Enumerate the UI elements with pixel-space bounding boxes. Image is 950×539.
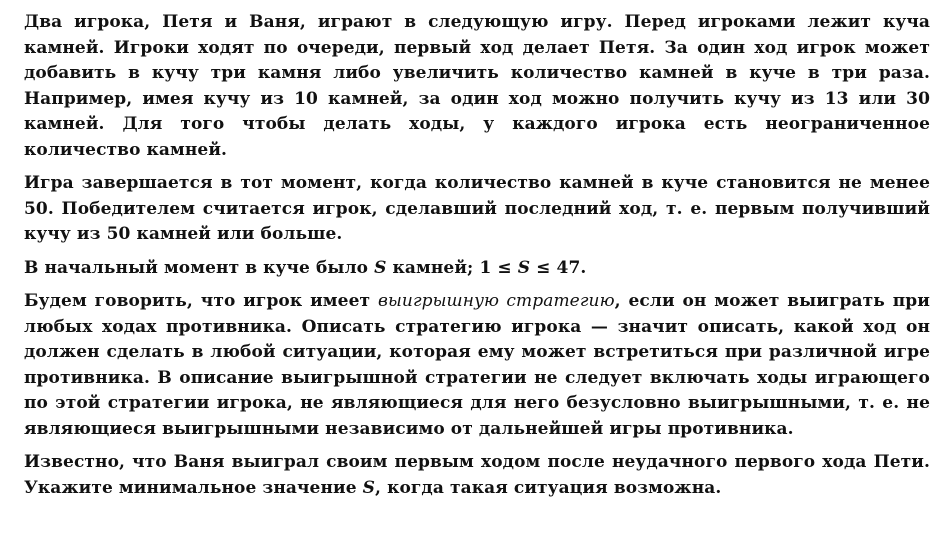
variable-s: S xyxy=(374,257,387,278)
text-segment: В начальный момент в куче было xyxy=(24,257,375,278)
text-segment: камней; 1 ≤ xyxy=(386,257,518,278)
text-segment: , когда такая ситуация возможна. xyxy=(375,477,722,498)
text-segment: Известно, что Ваня выиграл своим первым ходом после неудачного первого хода Пети. Укажите минимальное значение xyxy=(24,452,930,498)
text-segment: Будем говорить, что игрок имеет xyxy=(24,291,378,311)
text-segment: камня либо увеличить количество камней в куче в xyxy=(246,63,832,83)
term-winning-strategy: выигрышную стратегию xyxy=(377,291,615,311)
paragraph-initial-state xyxy=(24,256,930,282)
emphasis-three-times: три раза xyxy=(831,63,924,83)
paragraph-question xyxy=(24,450,930,501)
paragraph-game-end: Игра завершается в тот момент, когда количество камней в куче становится не менее 50. Победителем считается игрок, сделавший последний ход, т. е. первым получивший кучу из 50 камней или больше. xyxy=(24,173,930,244)
text-segment: включать ходы играющего по этой стратегии игрока, не являющиеся для него безусловно выигрышными, т. е. не являющиеся выигрышными независимо от дальнейшей игры противника. xyxy=(24,367,930,439)
text-segment: ≤ 47. xyxy=(530,257,587,278)
emphasis-three: три xyxy=(210,63,246,83)
paragraph-game-rules xyxy=(24,10,930,163)
variable-s: S xyxy=(362,477,376,498)
paragraph-strategy-definition xyxy=(24,289,930,442)
text-segment: , если он может выиграть при любых ходах противника. Описать стратегию игрока — значит описать, какой ход он должен сделать в любой ситуации, которая ему может встретиться при различной игре противника. В описание выигрышной стратегии xyxy=(24,291,930,388)
text-segment: Два игрока, Петя и Ваня, играют в следующую игру. Перед игроками лежит куча камней. Игроки ходят по очереди, первый ход делает Петя. За один ход игрок может добавить в кучу xyxy=(24,12,930,83)
variable-s: S xyxy=(517,257,531,278)
text-segment: . Например, имея кучу из 10 камней, за один ход можно получить кучу из 13 или 30 камней. Для того чтобы делать ходы, у каждого игрока есть неограниченное количество камней. xyxy=(24,63,931,160)
emphasis-should-not: не следует xyxy=(534,367,643,388)
